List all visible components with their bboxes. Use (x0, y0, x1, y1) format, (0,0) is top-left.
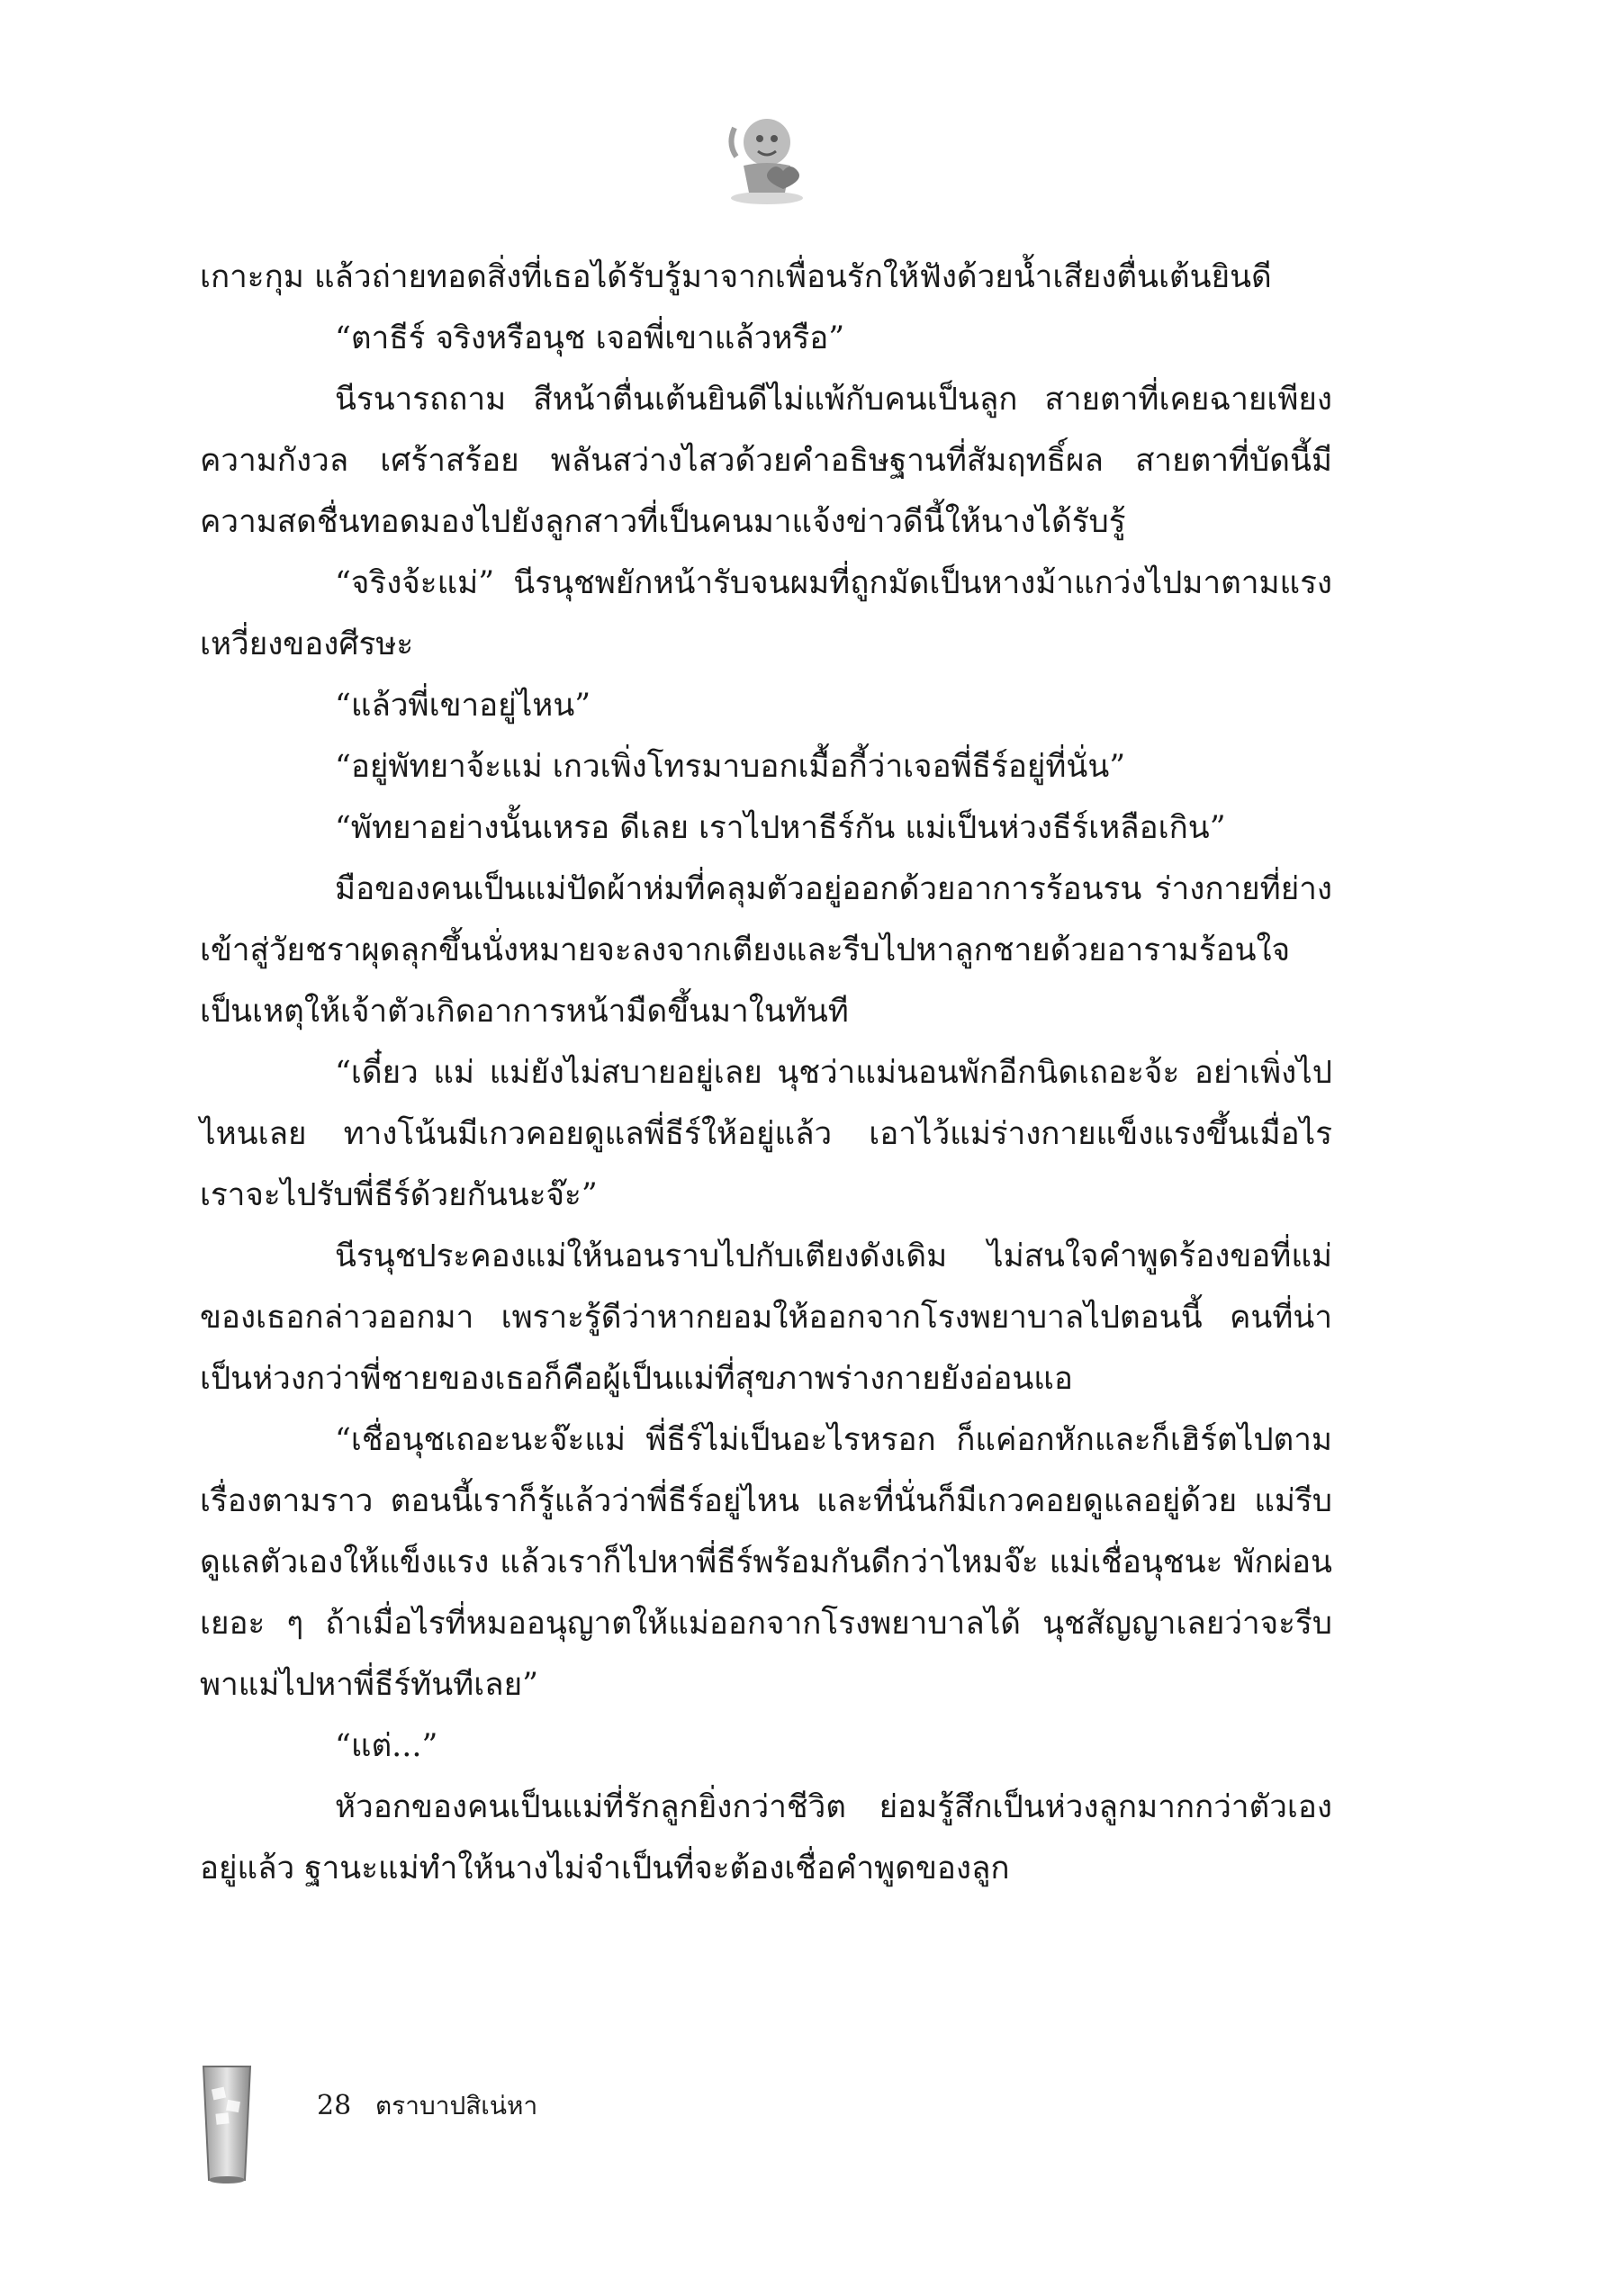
paragraph: “เชื่อนุชเถอะนะจ๊ะแม่ พี่ธีร์ไม่เป็นอะไรหรอก ก็แค่อกหักและก็เฮิร์ตไปตามเรื่องตามราว ตอนนี้เราก็รู้แล้วว่าพี่ธีร์อยู่ไหน และที่นั่นก็มีเกวคอยดูแลอยู่ด้วย แม่รีบดูแลตัวเองให้แข็งแรง แล้วเราก็ไปหาพี่ธีร์พร้อมกันดีกว่าไหมจ๊ะ แม่เชื่อนุชนะ พักผ่อนเยอะ ๆ ถ้าเมื่อไรที่หมออนุญาตให้แม่ออกจากโรงพยาบาลได้ นุชสัญญาเลยว่าจะรีบพาแม่ไปหาพี่ธีร์ทันทีเลย” (200, 1422, 1332, 1703)
paragraph: “เดี๋ยว แม่ แม่ยังไม่สบายอยู่เลย นุชว่าแม่นอนพักอีกนิดเถอะจ้ะ อย่าเพิ่งไปไหนเลย ทางโน้นมีเกวคอยดูแลพี่ธีร์ให้อยู่แล้ว เอาไว้แม่ร่างกายแข็งแรงขึ้นเมื่อไร เราจะไปรับพี่ธีร์ด้วยกันนะจ๊ะ” (200, 1055, 1332, 1213)
paragraph: “จริงจ้ะแม่” นีรนุชพยักหน้ารับจนผมที่ถูกมัดเป็นหางม้าแกว่งไปมาตามแรงเหวี่ยงของศีรษะ (200, 565, 1332, 662)
page-number: 28 (317, 2090, 352, 2121)
page-footer (200, 2061, 830, 2187)
book-title: ตราบาปสิเน่หา (375, 2091, 538, 2120)
paragraph: “ตาธีร์ จริงหรือนุช เจอพี่เขาแล้วหรือ” (335, 320, 845, 356)
paragraph: หัวอกของคนเป็นแม่ที่รักลูกยิ่งกว่าชีวิต ย่อมรู้สึกเป็นห่วงลูกมากกว่าตัวเองอยู่แล้ว ฐานะแม่ทำให้นางไม่จำเป็นที่จะต้องเชื่อคำพูดของลูก (200, 1789, 1332, 1886)
paragraph: นีรนุชประคองแม่ให้นอนราบไปกับเตียงดังเดิม ไม่สนใจคำพูดร้องขอที่แม่ของเธอกล่าวออกมา เพราะรู้ดีว่าหากยอมให้ออกจากโรงพยาบาลไปตอนนี้ คนที่น่าเป็นห่วงกว่าพี่ชายของเธอก็คือผู้เป็นแม่ที่สุขภาพร่างกายยังอ่อนแอ (200, 1238, 1332, 1397)
paragraph: “อยู่พัทยาจ้ะแม่ เกวเพิ่งโทรมาบอกเมื้อกี้ว่าเจอพี่ธีร์อยู่ที่นั่น” (335, 749, 1126, 785)
paragraph: เกาะกุม แล้วถ่ายทอดสิ่งที่เธอได้รับรู้มาจากเพื่อนรักให้ฟังด้วยน้ำเสียงตื่นเต้นยินดี (200, 259, 1272, 295)
paragraph: “แต่...” (335, 1728, 438, 1764)
paragraph: “พัทยาอย่างนั้นเหรอ ดีเลย เราไปหาธีร์กัน แม่เป็นห่วงธีร์เหลือเกิน” (335, 810, 1226, 846)
body-text (200, 247, 1332, 1899)
paragraph: นีรนารถถาม สีหน้าตื่นเต้นยินดีไม่แพ้กับคนเป็นลูก สายตาที่เคยฉายเพียงความกังวล เศร้าสร้อย พลันสว่างไสวด้วยคำอธิษฐานที่สัมฤทธิ์ผล สายตาที่บัดนี้มีความสดชื่นทอดมองไปยังลูกสาวที่เป็นคนมาแจ้งข่าวดีนี้ให้นางได้รับรู้ (200, 382, 1332, 540)
cartoon-cupid-icon (726, 108, 808, 207)
paragraph: “แล้วพี่เขาอยู่ไหน” (335, 688, 591, 724)
water-glass-icon (200, 2061, 254, 2187)
paragraph: มือของคนเป็นแม่ปัดผ้าห่มที่คลุมตัวอยู่ออกด้วยอาการร้อนรน ร่างกายที่ย่างเข้าสู่วัยชราผุดลุกขึ้นนั่งหมายจะลงจากเตียงและรีบไปหาลูกชายด้วยอารามร้อนใจ เป็นเหตุให้เจ้าตัวเกิดอาการหน้ามืดขึ้นมาในทันที (200, 871, 1332, 1030)
